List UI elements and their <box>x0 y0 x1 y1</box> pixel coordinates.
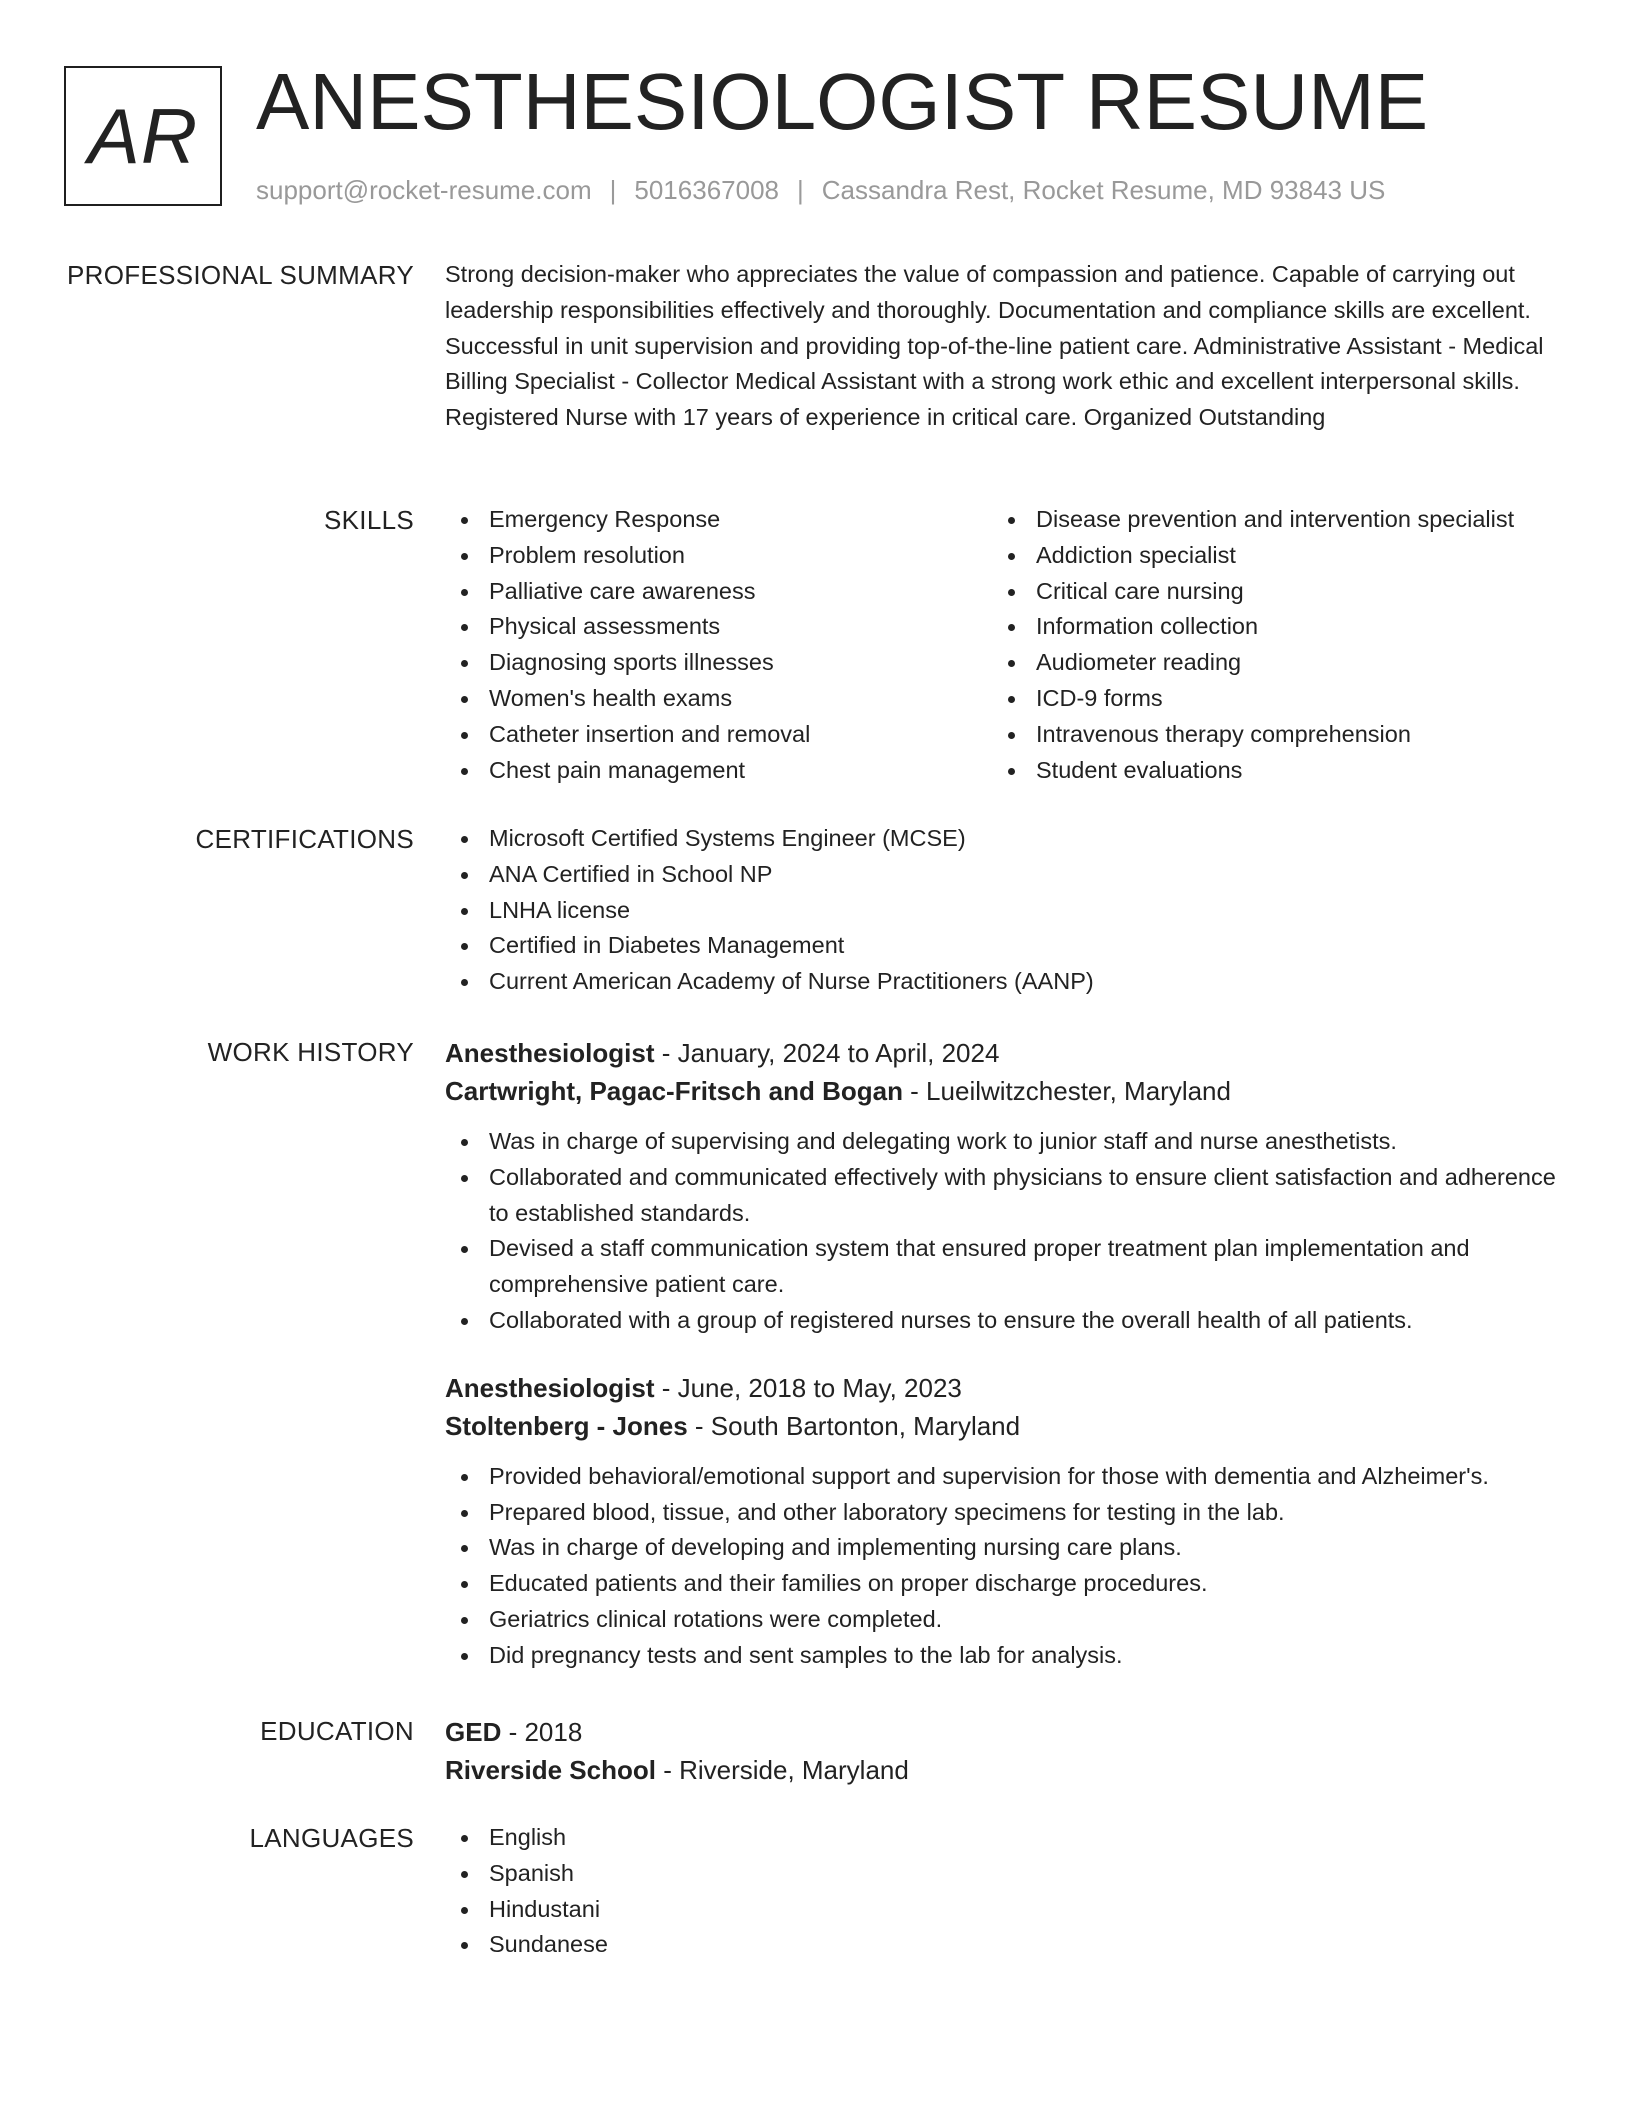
list-item: Educated patients and their families on proper discharge procedures. <box>445 1566 1560 1602</box>
contact-separator: | <box>609 175 617 205</box>
job-company: Cartwright, Pagac-Fritsch and Bogan <box>445 1076 903 1106</box>
certifications-list <box>445 821 1560 1000</box>
contact-separator: | <box>797 175 804 205</box>
list-item: Did pregnancy tests and sent samples to the lab for analysis. <box>445 1638 1560 1674</box>
contact-line <box>256 174 1385 206</box>
list-item: Catheter insertion and removal <box>445 717 992 753</box>
skills-content <box>445 502 1560 788</box>
certifications-content <box>445 821 1560 1000</box>
skills-list-right <box>992 502 1539 788</box>
list-item: Sundanese <box>445 1927 1560 1963</box>
list-item: ICD-9 forms <box>992 681 1539 717</box>
list-item: Critical care nursing <box>992 574 1539 610</box>
job-location: - South Bartonton, Maryland <box>687 1410 1021 1441</box>
education-year: - 2018 <box>501 1717 583 1747</box>
job-company-line <box>445 1072 1560 1110</box>
list-item: English <box>445 1820 1560 1856</box>
skills-list-left <box>445 502 992 788</box>
work-history-content <box>445 1034 1560 1674</box>
list-item: Chest pain management <box>445 753 992 789</box>
list-item: Emergency Response <box>445 502 992 538</box>
list-item: Collaborated and communicated effectively with physicians to ensure client satisfaction and adherence to established standards. <box>445 1160 1560 1232</box>
list-item: Certified in Diabetes Management <box>445 928 1560 964</box>
list-item: Hindustani <box>445 1892 1560 1928</box>
job-title-line <box>445 1369 1560 1407</box>
list-item: Microsoft Certified Systems Engineer (MCSE) <box>445 821 1560 857</box>
list-item: Women's health exams <box>445 681 992 717</box>
list-item: ANA Certified in School NP <box>445 857 1560 893</box>
list-item: Was in charge of developing and implementing nursing care plans. <box>445 1530 1560 1566</box>
list-item: Information collection <box>992 609 1539 645</box>
section-label: LANGUAGES <box>249 1823 414 1853</box>
contact-phone: 5016367008 <box>634 175 779 205</box>
list-item: Provided behavioral/emotional support and supervision for those with dementia and Alzheimer's. <box>445 1459 1560 1495</box>
list-item: Audiometer reading <box>992 645 1539 681</box>
list-item: Problem resolution <box>445 538 992 574</box>
summary-text: Strong decision-maker who appreciates the value of compassion and patience. Capable of carrying out leadership responsibilities effectively and thoroughly. Documentation and compliance skills are excellent. Successful in unit supervision and providing top-of-the-line patient care. Administrative Assistant - Medical Billing Specialist - Collector Medical Assistant with a strong work ethic and excellent interpersonal skills. Registered Nurse with 17 years of experience in critical care. Organized Outstanding <box>445 261 1544 431</box>
section-label: EDUCATION <box>260 1716 414 1746</box>
job-bullets <box>445 1124 1560 1339</box>
languages-content <box>445 1820 1560 1963</box>
resume-title: ANESTHESIOLOGIST RESUME <box>256 57 1429 146</box>
education-content <box>445 1713 1560 1789</box>
education-location: - Riverside, Maryland <box>655 1755 909 1785</box>
list-item: Geriatrics clinical rotations were completed. <box>445 1602 1560 1638</box>
list-item: Devised a staff communication system that ensured proper treatment plan implementation and comprehensive patient care. <box>445 1231 1560 1303</box>
list-item: Palliative care awareness <box>445 574 992 610</box>
list-item: Spanish <box>445 1856 1560 1892</box>
list-item: Was in charge of supervising and delegating work to junior staff and nurse anesthetists. <box>445 1124 1560 1160</box>
section-label: WORK HISTORY <box>207 1037 414 1067</box>
job-company: Stoltenberg - Jones <box>445 1410 688 1441</box>
list-item: Addiction specialist <box>992 538 1539 574</box>
list-item: Prepared blood, tissue, and other laboratory specimens for testing in the lab. <box>445 1495 1560 1531</box>
education-degree: GED <box>445 1717 502 1747</box>
list-item: Disease prevention and intervention specialist <box>992 502 1539 538</box>
job-title: Anesthesiologist <box>445 1038 655 1068</box>
job-entry <box>445 1034 1560 1339</box>
job-dates: - January, 2024 to April, 2024 <box>654 1038 1000 1068</box>
job-company-line <box>445 1407 1560 1445</box>
education-degree-line <box>445 1713 1560 1751</box>
list-item: Intravenous therapy comprehension <box>992 717 1539 753</box>
contact-address: Cassandra Rest, Rocket Resume, MD 93843 US <box>821 175 1386 205</box>
list-item: Collaborated with a group of registered nurses to ensure the overall health of all patients. <box>445 1303 1560 1339</box>
education-school-line <box>445 1751 1560 1789</box>
list-item: LNHA license <box>445 893 1560 929</box>
monogram-logo: AR <box>64 66 222 206</box>
section-label: PROFESSIONAL SUMMARY <box>67 260 414 290</box>
section-label: SKILLS <box>324 505 414 535</box>
education-school: Riverside School <box>445 1755 656 1785</box>
job-title: Anesthesiologist <box>445 1372 655 1403</box>
section-label: CERTIFICATIONS <box>195 824 414 854</box>
languages-list <box>445 1820 1560 1963</box>
list-item: Current American Academy of Nurse Practitioners (AANP) <box>445 964 1560 1000</box>
list-item: Student evaluations <box>992 753 1539 789</box>
job-title-line <box>445 1034 1560 1072</box>
job-entry <box>445 1369 1560 1674</box>
contact-email: support@rocket-resume.com <box>256 175 592 205</box>
job-bullets <box>445 1459 1560 1674</box>
summary-content <box>445 257 1560 436</box>
job-dates: - June, 2018 to May, 2023 <box>654 1372 962 1403</box>
list-item: Diagnosing sports illnesses <box>445 645 992 681</box>
list-item: Physical assessments <box>445 609 992 645</box>
job-location: - Lueilwitzchester, Maryland <box>902 1076 1231 1106</box>
